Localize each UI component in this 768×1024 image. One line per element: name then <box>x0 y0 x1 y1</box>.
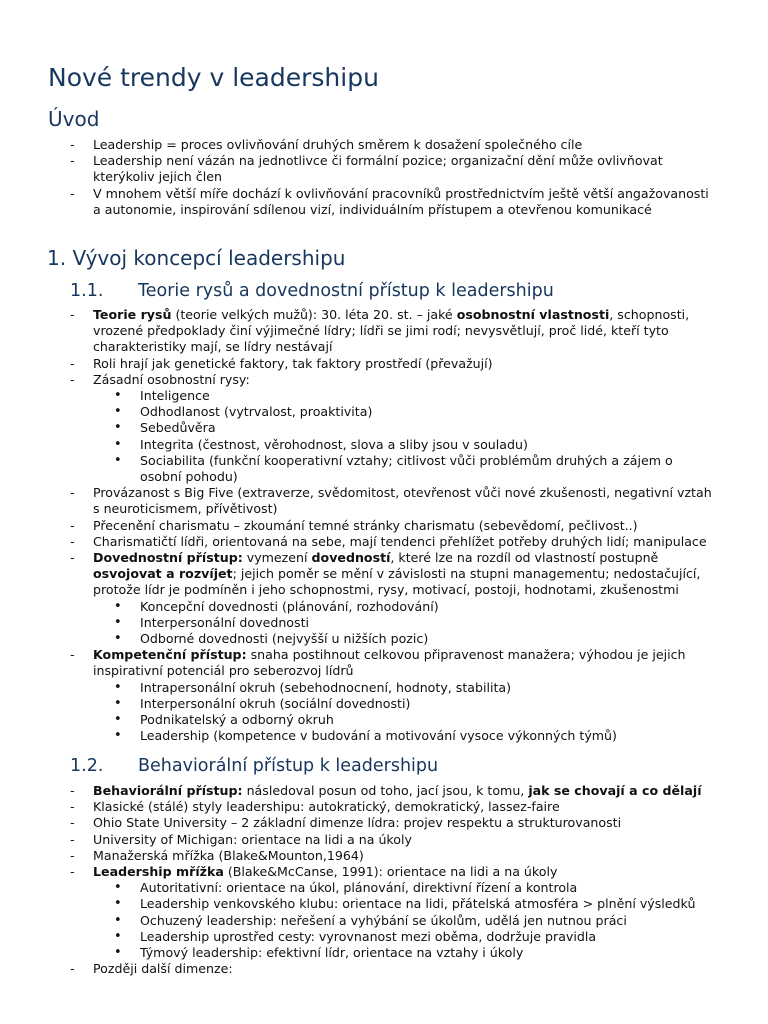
list-item: - Provázanost s Big Five (extraverze, svědomitost, otevřenost vůči nové zkušenosti, negativní vztah s neuroticismem, přívětivost) <box>0 485 716 517</box>
list-item: • Intrapersonální okruh (sebehodnocnení, hodnoty, stabilita) <box>93 680 716 696</box>
subsection-heading <box>70 756 438 776</box>
intro-list <box>0 137 768 218</box>
list-item: • Odborné dovednosti (nejvyšší u nižších pozic) <box>93 631 716 647</box>
traits-list <box>0 307 768 744</box>
skills-sublist <box>93 599 716 648</box>
subsection-title: Behaviorální přístup k leadershipu <box>138 756 439 776</box>
list-item: - V mnohem větší míře dochází k ovlivňování pracovníků prostřednictvím ještě větší angažovanosti a autonomie, inspirování sdílenou vizí, individuálním přístupem a otevřenou komunikacé <box>0 186 716 218</box>
list-item: - Později další dimenze: <box>0 961 716 977</box>
section-heading: 1. Vývoj koncepcí leadershipu <box>47 246 346 270</box>
list-item: - Leadership = proces ovlivňování druhých směrem k dosažení společného cíle <box>0 137 716 153</box>
list-item: • Odhodlanost (vytrvalost, proaktivita) <box>93 404 716 420</box>
list-item: • Leadership venkovského klubu: orientace na lidi, přátelská atmosféra > plnění výsledků <box>93 896 716 912</box>
traits-block <box>0 307 768 744</box>
list-item: - Roli hrají jak genetické faktory, tak faktory prostředí (převažují) <box>0 356 716 372</box>
list-item: • Interpersonální dovednosti <box>93 615 716 631</box>
list-item: - Přecenění charismatu – zkoumání temné stránky charismatu (sebevědomí, pečlivost..) <box>0 518 716 534</box>
list-item: - Behaviorální přístup: následoval posun od toho, jací jsou, k tomu, jak se chovají a co dělají <box>0 783 716 799</box>
list-item: • Inteligence <box>93 388 716 404</box>
document-title: Nové trendy v leadershipu <box>48 63 379 92</box>
list-item: - Ohio State University – 2 základní dimenze lídra: projev respektu a strukturovanosti <box>0 815 716 831</box>
behavioral-list <box>0 783 768 977</box>
subsection-number: 1.1. <box>70 281 104 301</box>
list-item: • Ochuzený leadership: neřešení a vyhýbání se úkolům, udělá jen nutnou práci <box>93 913 716 929</box>
grid-sublist <box>93 880 716 961</box>
list-item: - Manažerská mřížka (Blake&Mounton,1964) <box>0 848 716 864</box>
list-item: - Charismatičtí lídři, orientovaná na sebe, mají tendenci přehlížet potřeby druhých lidí; manipulace <box>0 534 716 550</box>
list-item: - Dovednostní přístup: vymezení dovedností, které lze na rozdíl od vlastností postupně osvojovat a rozvíjet; jejich poměr se mění v závislosti na stupni managementu; nedostačující, protože lídr je podmíněn i jeho schopnostmi, rysy, motivací, postoji, hodnotami, zkušenostmi • Koncepční dovednosti (plánování, rozhodování) • Interpersonální dovednosti • Odborné dovednosti (nejvyšší u nižších pozic) <box>0 550 716 647</box>
list-item: - University of Michigan: orientace na lidi a na úkoly <box>0 832 716 848</box>
list-item: • Sociabilita (funkční kooperativní vztahy; citlivost vůči problémům druhých a zájem o osobní pohodu) <box>93 453 716 485</box>
intro-heading: Úvod <box>48 107 100 131</box>
intro-block <box>0 137 768 218</box>
subsection-title: Teorie rysů a dovednostní přístup k leadershipu <box>138 281 554 301</box>
traits-sublist <box>93 388 716 485</box>
list-item: - Leadership mřížka (Blake&McCanse, 1991): orientace na lidi a na úkoly • Autoritativní: orientace na úkol, plánování, direktivní řízení a kontrola • Leadership venkovského klubu: orientace na lidi, přátelská atmosféra > plnění výsledků • Ochuzený leadership: neřešení a vyhýbání se úkolům, udělá jen nutnou práci • Leadership uprostřed cesty: vyrovnanost mezi oběma, dodržuje pravidla • Týmový leadership: efektivní lídr, orientace na vztahy i úkoly <box>0 864 716 961</box>
subsection-number: 1.2. <box>70 756 104 776</box>
subsection-heading <box>70 281 554 301</box>
list-item: • Autoritativní: orientace na úkol, plánování, direktivní řízení a kontrola <box>93 880 716 896</box>
list-item: • Leadership uprostřed cesty: vyrovnanost mezi oběma, dodržuje pravidla <box>93 929 716 945</box>
list-item: - Teorie rysů (teorie velkých mužů): 30. léta 20. st. – jaké osobnostní vlastnosti, schopnosti, vrozené předpoklady činí výjimečné lídry; lídři se jimi rodí; nevysvětlují, proč lidé, kteří tyto charakteristiky mají, se lídry nestávají <box>0 307 716 356</box>
list-item: - Kompetenční přístup: snaha postihnout celkovou připravenost manažera; výhodou je jejich inspirativní potenciál pro seberozvoj lídrů • Intrapersonální okruh (sebehodnocnení, hodnoty, stabilita) • Interpersonální okruh (sociální dovednosti) • Podnikatelský a odborný okruh • Leadership (kompetence v budování a motivování vysoce výkonných týmů) <box>0 647 716 744</box>
behavioral-block <box>0 783 768 977</box>
list-item: • Sebedůvěra <box>93 420 716 436</box>
list-item: • Leadership (kompetence v budování a motivování vysoce výkonných týmů) <box>93 728 716 744</box>
list-item: • Koncepční dovednosti (plánování, rozhodování) <box>93 599 716 615</box>
list-item: • Integrita (čestnost, věrohodnost, slova a sliby jsou v souladu) <box>93 437 716 453</box>
list-item: • Týmový leadership: efektivní lídr, orientace na vztahy i úkoly <box>93 945 716 961</box>
competences-sublist <box>93 680 716 745</box>
list-item: • Podnikatelský a odborný okruh <box>93 712 716 728</box>
list-item: • Interpersonální okruh (sociální dovednosti) <box>93 696 716 712</box>
list-item: - Zásadní osobnostní rysy: • Inteligence • Odhodlanost (vytrvalost, proaktivita) • Sebedůvěra • Integrita (čestnost, věrohodnost, slova a sliby jsou v souladu) • Sociabilita (funkční kooperativní vztahy; citlivost vůči problémům druhých a zájem o osobní pohodu) <box>0 372 716 485</box>
list-item: - Klasické (stálé) styly leadershipu: autokratický, demokratický, lassez-faire <box>0 799 716 815</box>
list-item: - Leadership není vázán na jednotlivce či formální pozice; organizační dění může ovlivňovat kterýkoliv jejich člen <box>0 153 716 185</box>
